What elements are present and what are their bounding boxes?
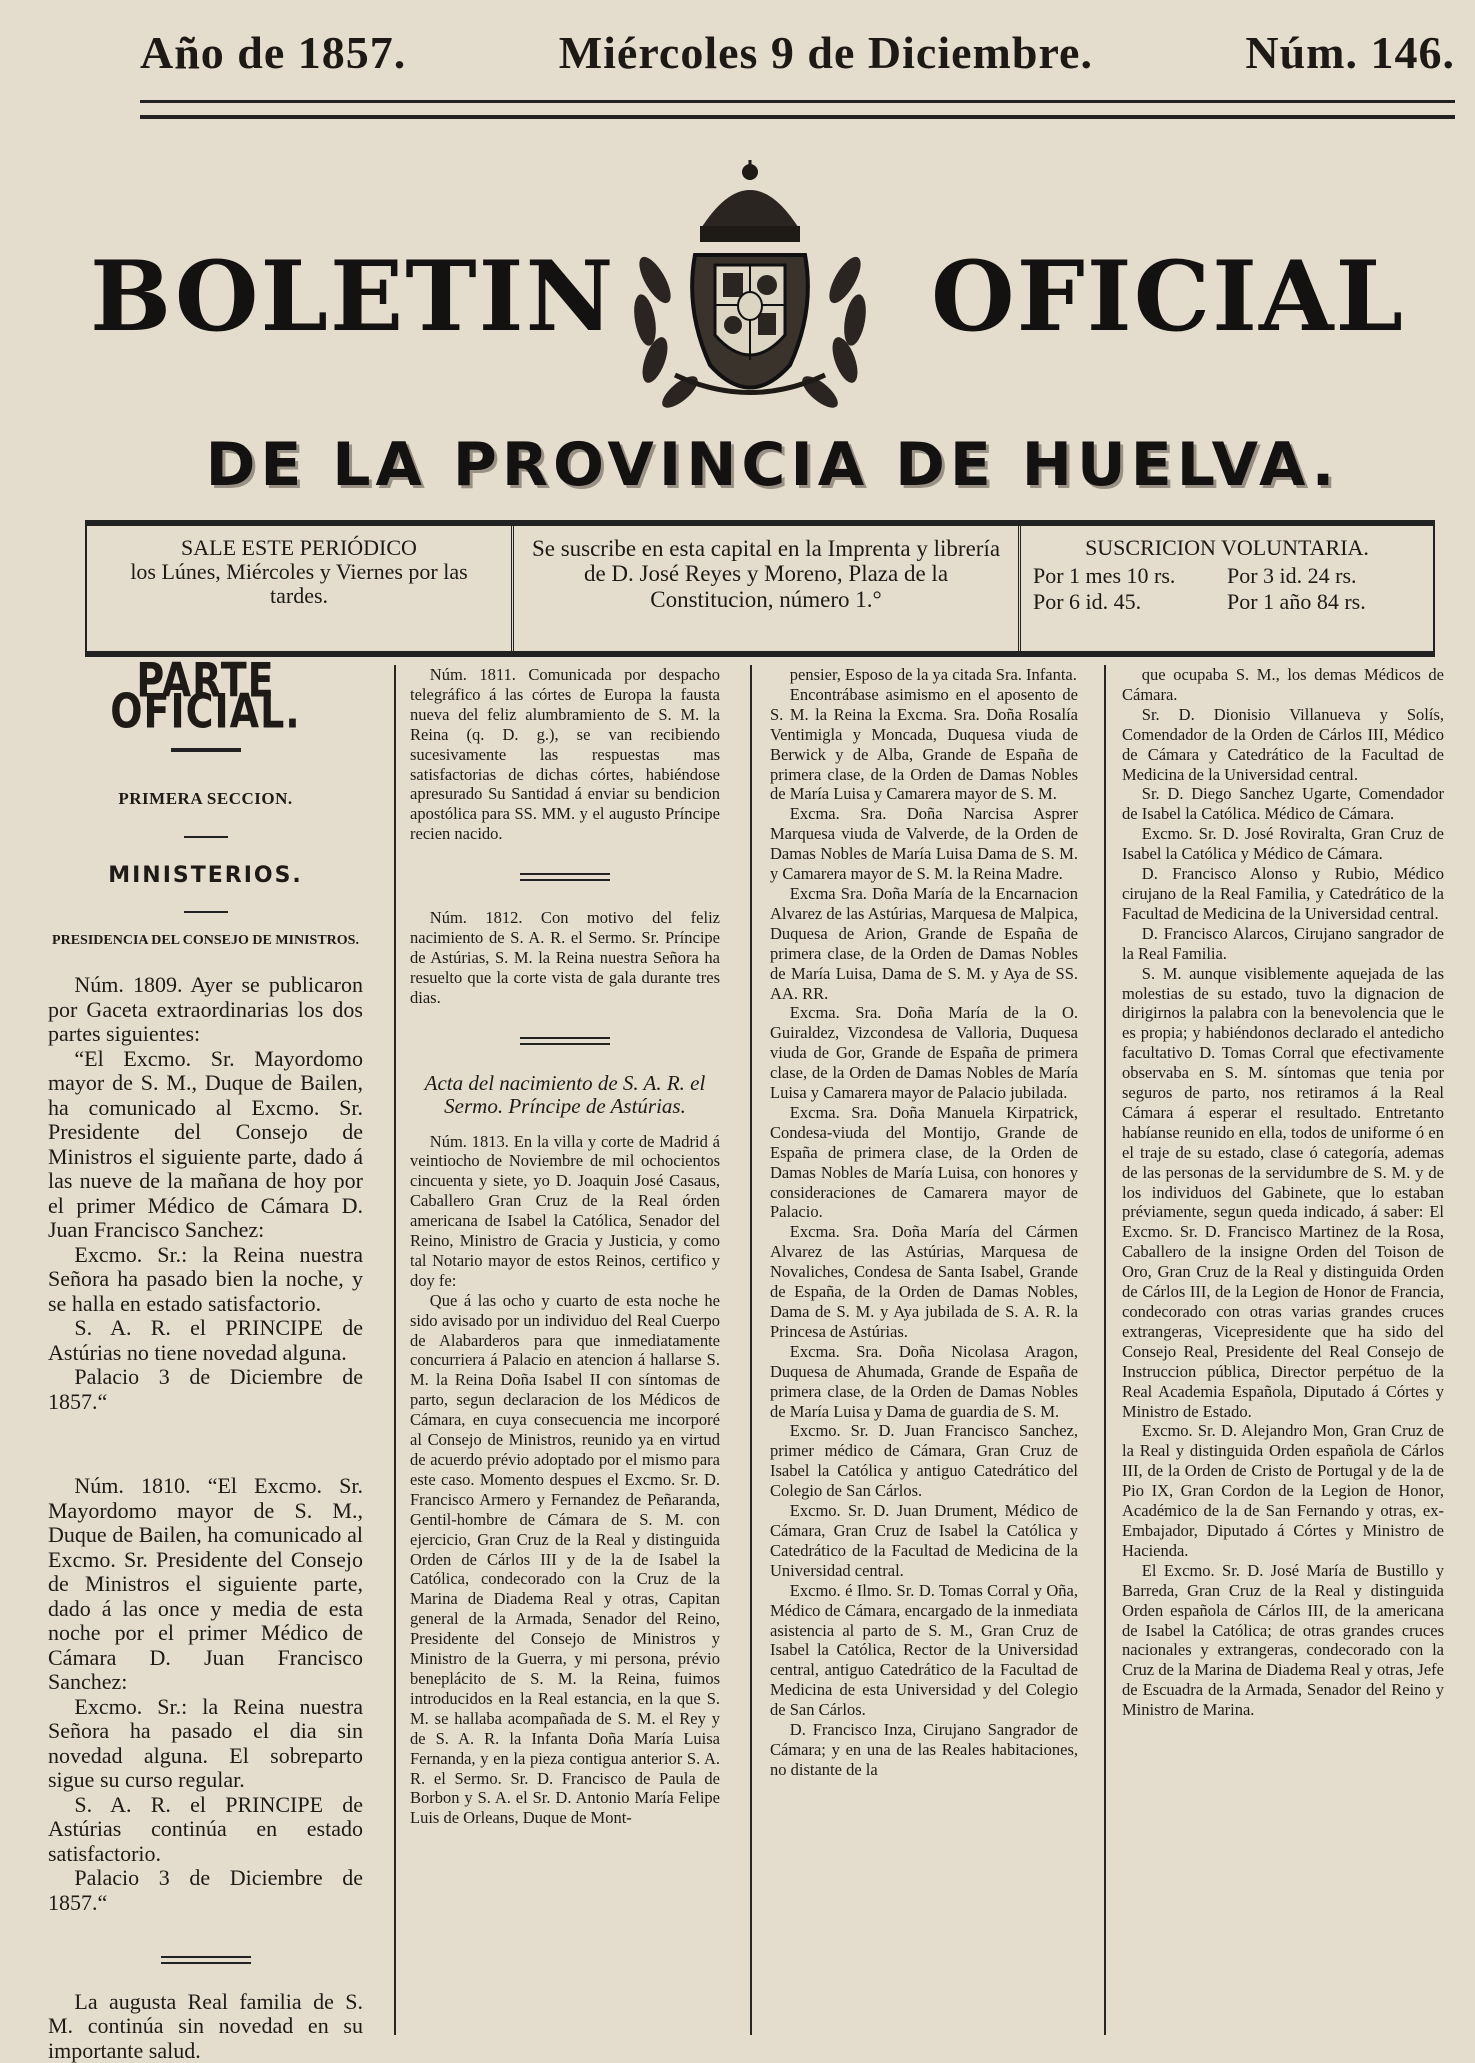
price-item: Por 1 mes 10 rs. xyxy=(1033,564,1227,588)
price-item: Por 1 año 84 rs. xyxy=(1227,590,1421,614)
dash-rule xyxy=(48,894,363,919)
paragraph: Núm. 1809. Ayer se publicaron por Gaceta extraordinarias los dos partes siguientes: xyxy=(48,973,363,1047)
subscription-prices-title: SUSCRICION VOLUNTARIA. xyxy=(1033,536,1421,560)
column-divider xyxy=(1104,665,1106,2035)
publication-days-body: los Lúnes, Miércoles y Viernes por las tardes. xyxy=(99,560,499,608)
separator-rule xyxy=(410,866,720,886)
paragraph: Sr. D. Dionisio Villanueva y Solís, Comendador de la Orden de Cárlos III, Médico de Cámara y Catedrático de la Facultad de Medicina de la Universidad central. xyxy=(1122,705,1444,785)
paragraph: Excmo. Sr.: la Reina nuestra Señora ha pasado el dia sin novedad alguna. El sobreparto sigue su curso regular. xyxy=(48,1695,363,1793)
paragraph: Excmo. Sr. D. Juan Francisco Sanchez, primer médico de Cámara, Gran Cruz de Isabel la Católica y antiguo Catedrático del Colegio de San Cárlos. xyxy=(770,1421,1078,1501)
paragraph: Núm. 1810. “El Excmo. Sr. Mayordomo mayor de S. M., Duque de Bailen, ha comunicado al Excmo. Sr. Presidente del Consejo de Ministros el siguiente parte, dado á las once y media de esta noche por el primer Médico de Cámara D. Juan Francisco Sanchez: xyxy=(48,1474,363,1695)
paragraph: Excmo. Sr. D. José Roviralta, Gran Cruz de Isabel la Católica y Médico de Cámara. xyxy=(1122,824,1444,864)
paragraph: D. Francisco Alarcos, Cirujano sangrador de la Real Familia. xyxy=(1122,924,1444,964)
section-subtitle: PRIMERA SECCION. xyxy=(48,787,363,812)
paragraph: Excmo. Sr. D. Alejandro Mon, Gran Cruz de la Real y distinguida Orden española de Cárlos III, de la Orden de Cristo de Portugal y de la de Pio IX, Gran Cordon de la Legion de Honor, Académico de la de San Fernando y otras, ex-Embajador, Diputado á Córtes y Ministro de Hacienda. xyxy=(1122,1421,1444,1560)
section-title: PARTE OFICIAL. xyxy=(48,665,363,726)
paragraph: Excma. Sra. Doña Narcisa Asprer Marquesa viuda de Valverde, de la Orden de Damas Nobles de María Luisa Dama de S. M. y Camarera mayor de S. M. la Reina Madre. xyxy=(770,804,1078,884)
paragraph: Excmo. Sr. D. Juan Drument, Médico de Cámara, Gran Cruz de Isabel la Católica y Catedrático de la Facultad de Medicina de la Universidad central. xyxy=(770,1501,1078,1581)
dash-rule xyxy=(48,819,363,844)
ministries-heading: MINISTERIOS. xyxy=(48,864,363,889)
paragraph: Que á las ocho y cuarto de esta noche he sido avisado por un individuo del Real Cuerpo de Alabarderos para que inmediatamente concurriera á Palacio en atencion á hallarse S. M. la Reina Doña Isabel II con síntomas de parto, segun declaracion de los Médicos de Cámara, en cuya consecuencia me incorporé al Consejo de Ministros, reunido ya en virtud de acuerdo prévio adoptado por el mismo para este caso. Momento despues el Excmo. Sr. D. Francisco Armero y Fernandez de Peñaranda, Gentil-hombre de Cámara de S. M. con ejercicio, Gran Cruz de la Real y distinguida Orden de Cárlos III y de la de Isabel la Católica, condecorado con la Cruz de la Marina de Diadema Real y otras, Capitan general de la Armada, Senador del Reino, Presidente del Consejo de Ministros y Ministro de la Guerra, y mi persona, prévio beneplácito de S. M. la Reina, fuimos introducidos en la Real estancia, en la que S. M. se hallaba acompañada de S. M. el Rey y de S. A. R. la Infanta Doña María Luisa Fernanda, y en la pieza contigua anterior S. A. R. el Sermo. Sr. D. Francisco de Paula de Borbon y S. A. el Sr. D. Antonio María Felipe Luis de Orleans, Duque de Mont- xyxy=(410,1291,720,1828)
publication-days xyxy=(87,526,514,651)
subscription-prices xyxy=(1021,526,1433,651)
header-rule-thick xyxy=(140,115,1455,119)
paragraph: D. Francisco Alonso y Rubio, Médico cirujano de la Real Familia, y Catedrático de la Facultad de Medicina de la Universidad central. xyxy=(1122,864,1444,924)
issue-number: Núm. 146. xyxy=(1245,26,1455,79)
paragraph: La augusta Real familia de S. M. continúa sin novedad en su importante salud. xyxy=(48,1990,363,2063)
paragraph: El Excmo. Sr. D. José María de Bustillo y Barreda, Gran Cruz de la Real y distinguida Orden española de Cárlos III, de la americana de Isabel la Católica; de otras grandes cruces nacionales y extrangeras, condecorado con la Cruz de la Marina de Diadema Real y otras, Jefe de Escuadra de la Armada, Senador del Reino y Ministro de Marina. xyxy=(1122,1561,1444,1720)
dateline xyxy=(140,22,1455,82)
masthead-title-left: BOLETIN xyxy=(90,240,615,353)
separator-rule xyxy=(48,1945,363,1970)
year-label: Año de 1857. xyxy=(140,26,406,79)
paragraph: D. Francisco Inza, Cirujano Sangrador de Cámara; y en una de las Reales habitaciones, no distante de la xyxy=(770,1720,1078,1780)
column-divider xyxy=(394,665,396,2035)
paragraph: Excma Sra. Doña María de la Encarnacion Alvarez de las Astúrias, Marquesa de Malpica, Duquesa de Arion, Grande de España de primera clase, de la Orden de Damas Nobles de María Luisa, Dama de S. M. y Aya de SS. AA. RR. xyxy=(770,884,1078,1003)
paragraph: S. A. R. el PRINCIPE de Astúrias continúa en estado satisfactorio. xyxy=(48,1793,363,1867)
paragraph: Encontrábase asimismo en el aposento de S. M. la Reina la Excma. Sra. Doña Rosalía Ventimigla y Moncada, Duquesa viuda de Berwick y de Alba, Grande de España de primera clase, de la Orden de Damas Nobles de María Luisa y Camarera mayor de S. M. xyxy=(770,685,1078,804)
date-label: Miércoles 9 de Diciembre. xyxy=(559,26,1093,79)
paragraph: Núm. 1811. Comunicada por despacho telegráfico á las córtes de Europa la fausta nueva del feliz alumbramiento de S. M. la Reina (q. D. g.), se van recibiendo sucesivamente las respuestas mas satisfactorias de dichas córtes, habiéndose apresurado Su Santidad á enviar su bendicion apostólica para SS. MM. y el augusto Príncipe recien nacido. xyxy=(410,665,720,844)
separator-rule xyxy=(410,1030,720,1050)
paragraph: Excmo. Sr.: la Reina nuestra Señora ha pasado bien la noche, y se halla en estado satisfactorio. xyxy=(48,1243,363,1317)
paragraph: Excma. Sra. Doña Nicolasa Aragon, Duquesa de Ahumada, Grande de España de primera clase, de la Orden de Damas Nobles de María Luisa y Dama de guardia de S. M. xyxy=(770,1342,1078,1422)
header-rule xyxy=(140,100,1455,103)
column-3 xyxy=(770,665,1078,1780)
presidency-heading: PRESIDENCIA DEL CONSEJO DE MINISTROS. xyxy=(48,929,363,954)
subscription-box xyxy=(85,520,1435,657)
price-item: Por 6 id. 45. xyxy=(1033,590,1227,614)
paragraph: Sr. D. Diego Sanchez Ugarte, Comendador de Isabel la Católica. Médico de Cámara. xyxy=(1122,784,1444,824)
paragraph: Núm. 1813. En la villa y corte de Madrid á veintiocho de Noviembre de mil ochocientos cincuenta y siete, yo D. Joaquin José Casaus, Caballero Gran Cruz de la Real órden americana de Isabel la Católica, Senador del Reino, Ministro de Gracia y Justicia, y como tal Notario mayor de estos Reinos, certifico y doy fe: xyxy=(410,1132,720,1291)
paragraph: Palacio 3 de Diciembre de 1857.“ xyxy=(48,1866,363,1915)
masthead-subtitle: DE LA PROVINCIA DE HUELVA. xyxy=(200,430,1345,500)
paragraph: Núm. 1812. Con motivo del feliz nacimiento de S. A. R. el Sermo. Sr. Príncipe de Astúrias, S. M. la Reina nuestra Señora ha resuelto que la corte vista de gala durante tres dias. xyxy=(410,908,720,1008)
paragraph: Palacio 3 de Diciembre de 1857.“ xyxy=(48,1365,363,1414)
price-item: Por 3 id. 24 rs. xyxy=(1227,564,1421,588)
article-heading: Acta del nacimiento de S. A. R. el Sermo. Príncipe de Astúrias. xyxy=(410,1072,720,1118)
royal-coat-of-arms-icon xyxy=(615,160,885,420)
paragraph: S. M. aunque visiblemente aquejada de las molestias de su estado, tuvo la dignacion de dirigirnos la palabra con la benevolencia que le es propia; y habiéndonos declarado el antedicho facultativo D. Tomas Corral que efectivamente observaba en S. M. síntomas que tenia por seguros de parto, nos retiramos á la Real Cámara á esperar el resultado. Entretanto habíanse reunido en ella, todos de uniforme ó en el traje de su estado, clase ó categoría, ademas de las personas de la servidumbre de S. M. y de los individuos del Gabinete, que lo estaban préviamente, segun queda indicado, á saber: El Excmo. Sr. D. Francisco Martinez de la Rosa, Caballero de la insigne Orden del Toison de Oro, Gran Cruz de la Real y distinguida Orden de Cárlos III, de la Legion de Honor de Francia, condecorado con otras varias grandes cruces extrangeras, Vicepresidente que ha sido del Consejo Real, Presidente del Real Consejo de Instruccion pública, Director perpétuo de la Real Academia Española, Diputado á Córtes y Ministro de Estado. xyxy=(1122,964,1444,1422)
column-2 xyxy=(410,665,720,1828)
paragraph: “El Excmo. Sr. Mayordomo mayor de S. M., Duque de Bailen, ha comunicado al Excmo. Sr. Presidente del Consejo de Ministros el siguiente parte, dado á las nueve de la mañana de hoy por el primer Médico de Cámara D. Juan Francisco Sanchez: xyxy=(48,1047,363,1243)
paragraph: Excmo. é Ilmo. Sr. D. Tomas Corral y Oña, Médico de Cámara, encargado de la inmediata asistencia al parto de S. M., Gran Cruz de Isabel la Católica, Rector de la Universidad central, antiguo Catedrático de la Facultad de Medicina de esta Universidad y del Colegio de San Cárlos. xyxy=(770,1581,1078,1720)
column-divider xyxy=(750,665,752,2035)
column-1 xyxy=(48,665,363,2063)
ornament-rule xyxy=(48,736,363,761)
paragraph: pensier, Esposo de la ya citada Sra. Infanta. xyxy=(770,665,1078,685)
masthead xyxy=(80,160,1405,440)
paragraph: Excma. Sra. Doña María de la O. Guiraldez, Vizcondesa de Valloria, Duquesa viuda de Gor, Grande de España de primera clase, de la Orden de Damas Nobles de María Luisa y Camarera mayor de Palacio jubilada. xyxy=(770,1003,1078,1103)
column-4 xyxy=(1122,665,1444,1720)
paragraph: S. A. R. el PRINCIPE de Astúrias no tiene novedad alguna. xyxy=(48,1316,363,1365)
masthead-title-right: OFICIAL xyxy=(931,240,1405,353)
paragraph: que ocupaba S. M., los demas Médicos de Cámara. xyxy=(1122,665,1444,705)
publication-days-title: SALE ESTE PERIÓDICO xyxy=(99,536,499,560)
paragraph: Excma. Sra. Doña María del Cármen Alvarez de las Astúrias, Marquesa de Novaliches, Condesa de Santa Isabel, Grande de España, de la Orden de Damas Nobles, Dama de S. M. y Aya jubilada de S. A. R. la Princesa de Astúrias. xyxy=(770,1222,1078,1341)
subscription-address: Se suscribe en esta capital en la Imprenta y librería de D. José Reyes y Moreno, Plaza de la Constitucion, número 1.° xyxy=(514,526,1021,651)
paragraph: Excma. Sra. Doña Manuela Kirpatrick, Condesa-viuda del Montijo, Grande de España de primera clase, de la Orden de Damas Nobles de María Luisa, con honores y consideraciones de Camarera mayor de Palacio. xyxy=(770,1103,1078,1222)
